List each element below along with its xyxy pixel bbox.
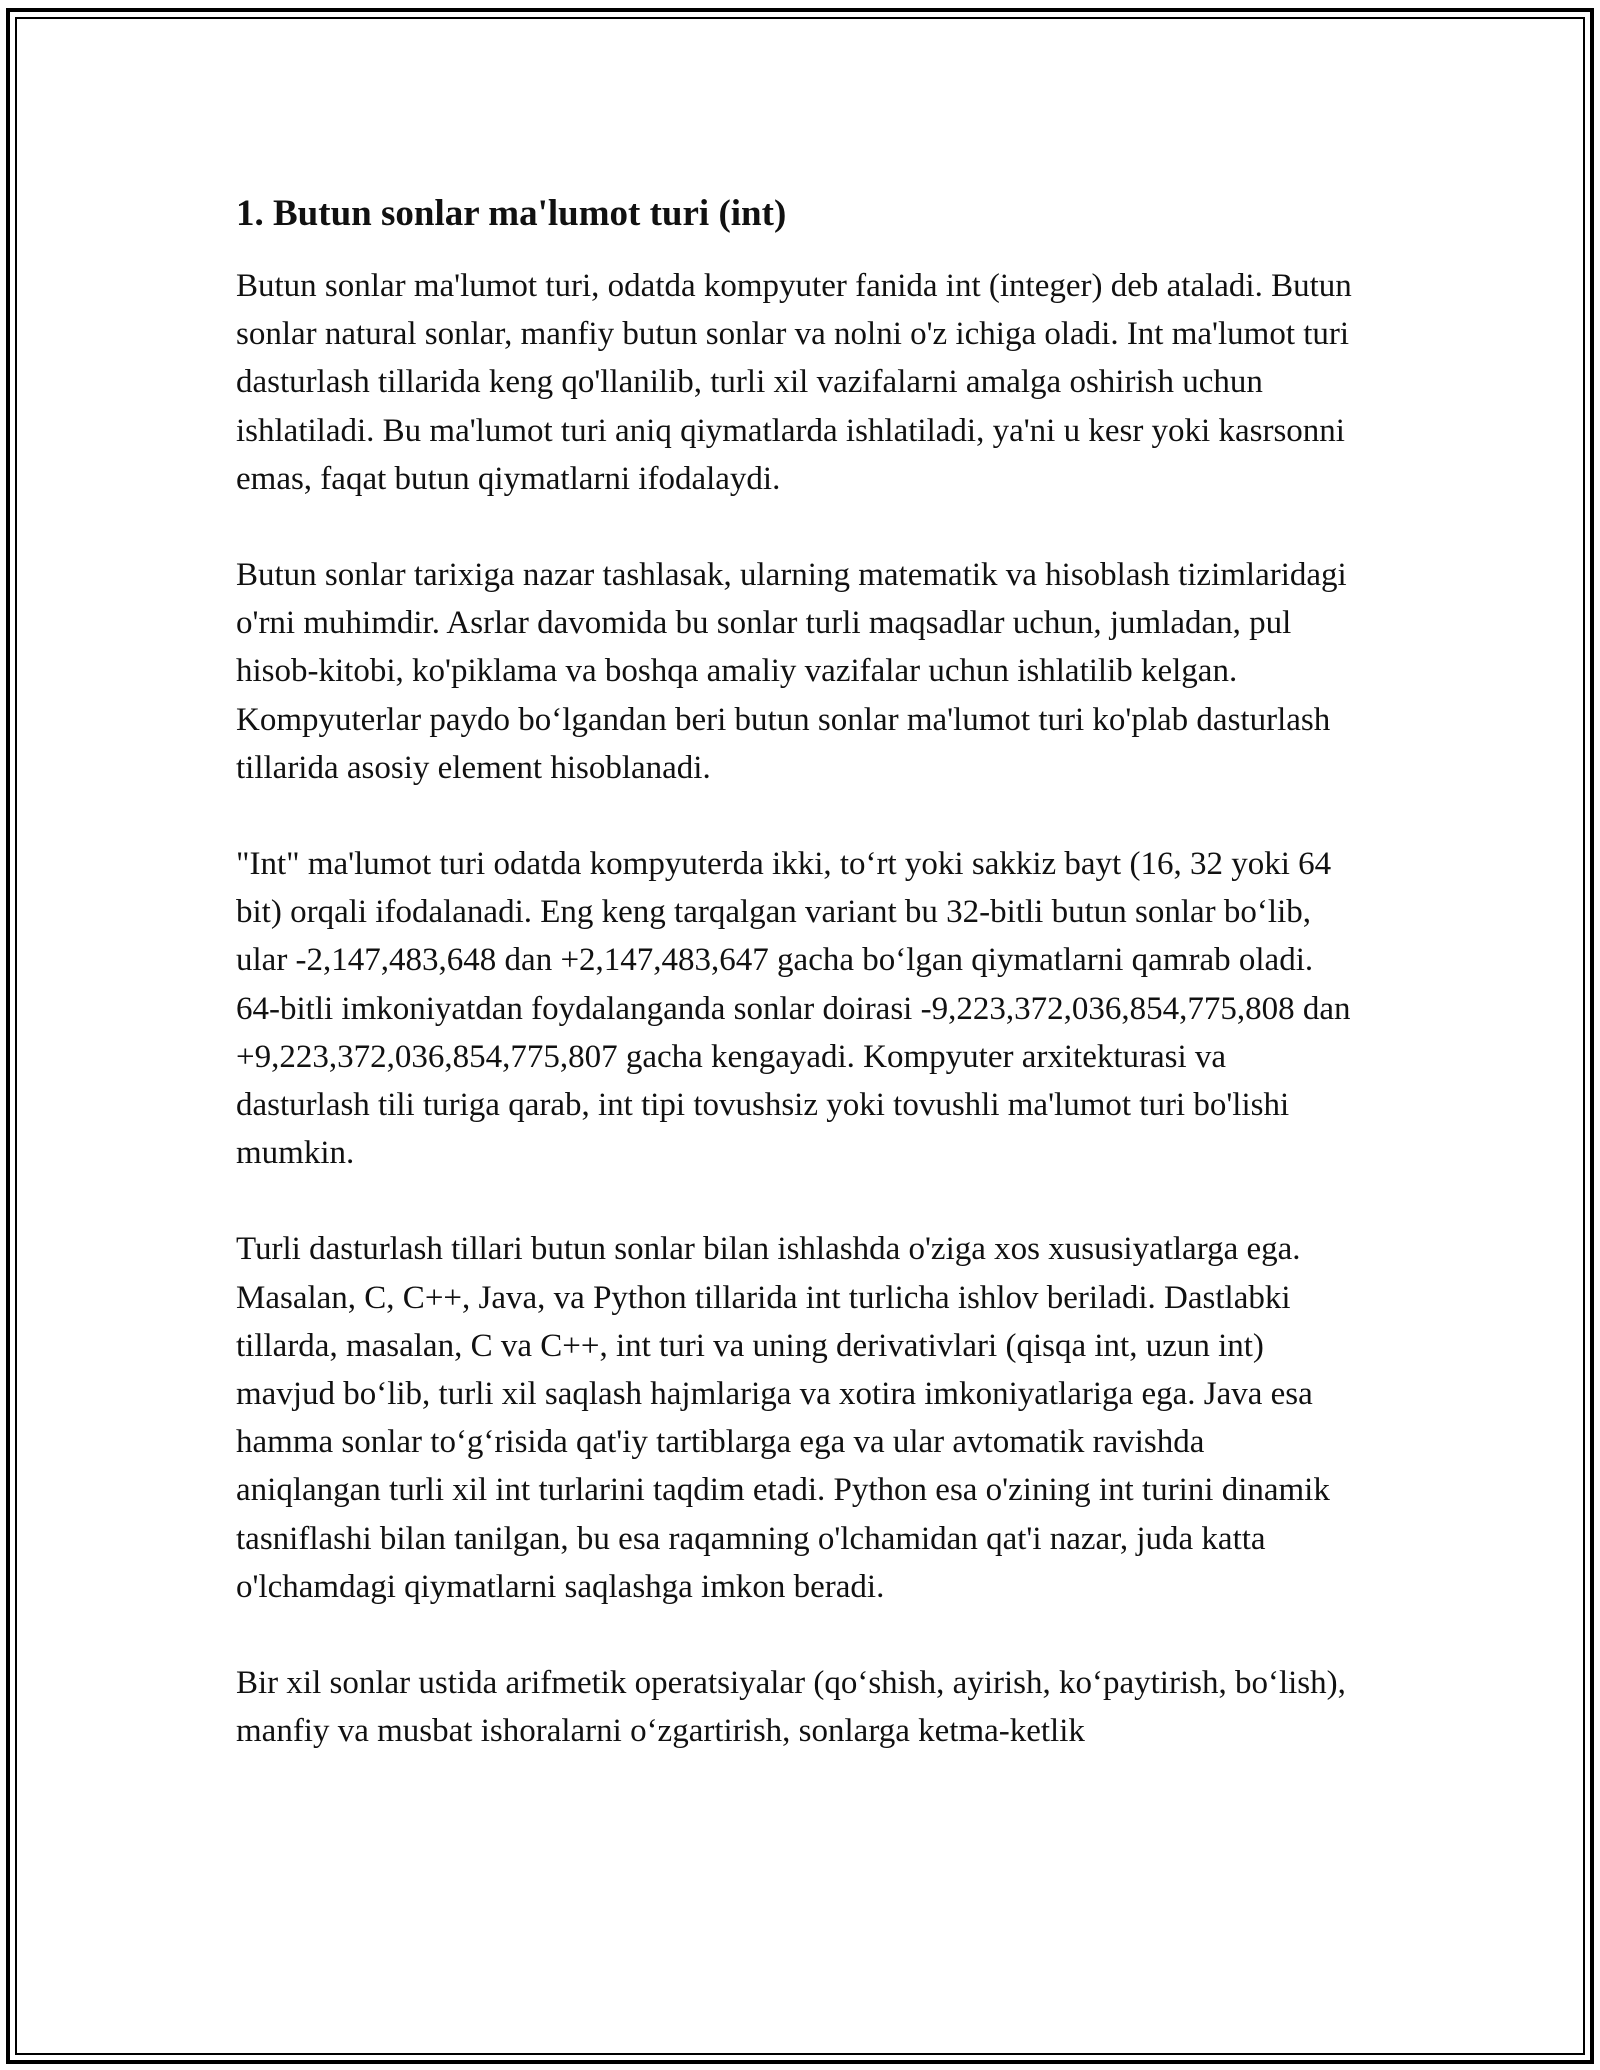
paragraph-operations: Bir xil sonlar ustida arifmetik operatsiyalar (qo‘shish, ayirish, ko‘paytirish, bo‘lish), manfiy va musbat ishoralarni o‘zgartirish, sonlarga ketma-ketlik bbox=[236, 1665, 1346, 1750]
document-body bbox=[236, 186, 1356, 1803]
paragraph-representation: "Int" ma'lumot turi odatda kompyuterda ikki, to‘rt yoki sakkiz bayt (16, 32 yoki 64 bit) orqali ifodalanadi. Eng keng tarqalgan variant bu 32-bitli butun sonlar bo‘lib, ular -2,147,483,648 dan +2,147,483,647 gacha bo‘lgan qiymatlarni qamrab oladi. 64-bitli imkoniyatdan foydalanganda sonlar doirasi -9,223,372,036,854,775,808 dan +9,223,372,036,854,775,807 gacha kengayadi. Kompyuter arxitekturasi va dasturlash tili turiga qarab, int tipi tovushsiz yoki tovushli ma'lumot turi bo'lishi mumkin. bbox=[236, 846, 1351, 1172]
paragraph-languages: Turli dasturlash tillari butun sonlar bilan ishlashda o'ziga xos xususiyatlarga ega. Masalan, C, C++, Java, va Python tillarida int turlicha ishlov beriladi. Dastlabki tillarda, masalan, C va C++, int turi va uning derivativlari (qisqa int, uzun int) mavjud bo‘lib, turli xil saqlash hajmlariga va xotira imkoniyatlariga ega. Java esa hamma sonlar to‘g‘risida qat'iy tartiblarga ega va ular avtomatik ravishda aniqlangan turli xil int turlarini taqdim etadi. Python esa o'zining int turini dinamik tasniflashi bilan tanilgan, bu esa raqamning o'lchamidan qat'i nazar, juda katta o'lchamdagi qiymatlarni saqlashga imkon beradi. bbox=[236, 1231, 1330, 1605]
paragraph-definition: Butun sonlar ma'lumot turi, odatda kompyuter fanida int (integer) deb ataladi. Butun sonlar natural sonlar, manfiy butun sonlar va nolni o'z ichiga oladi. Int ma'lumot turi dasturlash tillarida keng qo'llanilib, turli xil vazifalarni amalga oshirish uchun ishlatiladi. Bu ma'lumot turi aniq qiymatlarda ishlatiladi, ya'ni u kesr yoki kasrsonni emas, faqat butun qiymatlarni ifodalaydi. bbox=[236, 268, 1352, 497]
paragraph-history: Butun sonlar tarixiga nazar tashlasak, ularning matematik va hisoblash tizimlaridagi o'rni muhimdir. Asrlar davomida bu sonlar turli maqsadlar uchun, jumladan, pul hisob-kitobi, ko'piklama va boshqa amaliy vazifalar uchun ishlatilib kelgan. Kompyuterlar paydo bo‘lgandan beri butun sonlar ma'lumot turi ko'plab dasturlash tillarida asosiy element hisoblanadi. bbox=[236, 557, 1347, 786]
section-heading: 1. Butun sonlar ma'lumot turi (int) bbox=[236, 193, 787, 234]
